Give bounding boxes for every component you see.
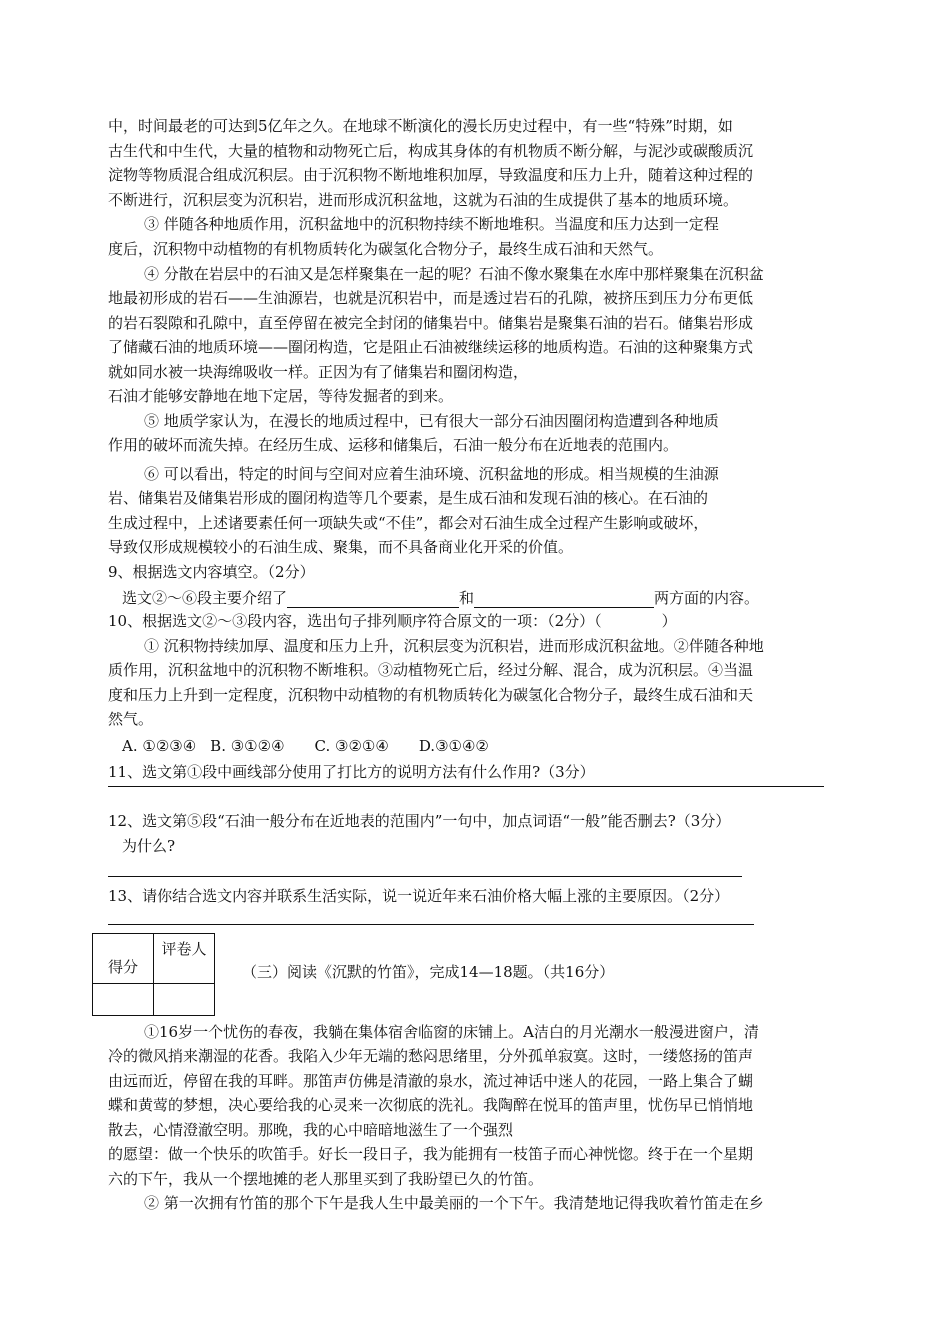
q10-option-b[interactable]: B. ③①②④ bbox=[210, 737, 285, 755]
q9-fill-line bbox=[122, 588, 759, 608]
q12-line2: 为什么? bbox=[122, 837, 176, 855]
passage1-p2-line3: 淀物等物质混合组成沉积层。由于沉积物不断地堆积加厚，导致温度和压力上升，随着这种过程的 bbox=[108, 166, 754, 184]
reviewer-label: 评卷人 bbox=[161, 940, 207, 958]
passage1-p6-line1: ⑥ 可以看出，特定的时间与空间对应着生油环境、沉积盆地的形成。相当规模的生油源 bbox=[144, 465, 719, 483]
q9-blank-1[interactable] bbox=[287, 591, 459, 608]
passage1-p3-line1: ③ 伴随各种地质作用，沉积盆地中的沉积物持续不断地堆积。当温度和压力达到一定程 bbox=[144, 215, 719, 233]
q10-title-line bbox=[108, 611, 677, 631]
q9-title: 9、根据选文内容填空。（2分） bbox=[108, 563, 315, 581]
passage1-p3-line2: 度后，沉积物中动植物的有机物质转化为碳氢化合物分子，最终生成石油和天然气。 bbox=[108, 240, 664, 258]
q10-option-c[interactable]: C. ③②①④ bbox=[314, 737, 389, 755]
passage1-p4-line6: 石油才能够安静地在地下定居，等待发掘者的到来。 bbox=[108, 387, 454, 405]
section3-title: （三）阅读《沉默的竹笛》，完成14—18题。（共16分） bbox=[242, 963, 615, 981]
passage2-p1-line5: 散去，心情澄澈空明。那晚，我的心中暗暗地滋生了一个强烈 bbox=[108, 1121, 514, 1139]
q10-line1: ① 沉积物持续加厚、温度和压力上升，沉积层变为沉积岩，进而形成沉积盆地。②伴随各种地 bbox=[144, 637, 764, 655]
passage1-p6-line3: 生成过程中，上述诸要素任何一项缺失或“不佳”，都会对石油生成全过程产生影响或破坏， bbox=[108, 514, 709, 532]
q13-text: 13、请你结合选文内容并联系生活实际，说一说近年来石油价格大幅上涨的主要原因。（2分） bbox=[108, 887, 730, 905]
q10-options bbox=[122, 736, 489, 756]
passage1-p4-line3: 的岩石裂隙和孔隙中，直至停留在被完全封闭的储集岩中。储集岩是聚集石油的岩石。储集岩形成 bbox=[108, 314, 754, 332]
q10-line2: 质作用，沉积盆地中的沉积物不断堆积。③动植物死亡后，经过分解、混合，成为沉积层。④当温 bbox=[108, 661, 754, 679]
q11-answer-line[interactable] bbox=[108, 786, 824, 787]
q9-text-3: 两方面的内容。 bbox=[654, 589, 760, 607]
passage2-p1-line6: 的愿望：做一个快乐的吹笛手。好长一段日子，我为能拥有一枝笛子而心神恍惚。终于在一个星期 bbox=[108, 1145, 754, 1163]
q10-line4: 然气。 bbox=[108, 710, 154, 728]
passage1-p2-line4: 不断进行，沉积层变为沉积岩，进而形成沉积盆地，这就为石油的生成提供了基本的地质环境。 bbox=[108, 191, 739, 209]
q10-close: ） bbox=[661, 612, 677, 630]
score-label: 得分 bbox=[107, 958, 138, 976]
passage1-p2-line2: 古生代和中生代，大量的植物和动物死亡后，构成其身体的有机物质不断分解，与泥沙或碳酸质沉 bbox=[108, 142, 754, 160]
q10-option-a[interactable]: A. ①②③④ bbox=[122, 737, 197, 755]
passage2-p1-line7: 六的下午，我从一个摆地摊的老人那里买到了我盼望已久的竹笛。 bbox=[108, 1170, 544, 1188]
q10-line3: 度和压力上升到一定程度，沉积物中动植物的有机物质转化为碳氢化合物分子，最终生成石油和天 bbox=[108, 686, 754, 704]
q13-answer-line[interactable] bbox=[108, 924, 754, 925]
passage1-p4-line2: 地最初形成的岩石——生油源岩，也就是沉积岩中，而是透过岩石的孔隙，被挤压到压力分布更低 bbox=[108, 289, 754, 307]
passage1-p5-line1: ⑤ 地质学家认为，在漫长的地质过程中，已有很大一部分石油因圈闭构造遭到各种地质 bbox=[144, 412, 719, 430]
q11-text: 11、选文第①段中画线部分使用了打比方的说明方法有什么作用?（3分） bbox=[108, 763, 595, 781]
q9-blank-2[interactable] bbox=[474, 591, 654, 608]
q9-text-1: 选文②～⑥段主要介绍了 bbox=[122, 589, 288, 607]
score-table bbox=[92, 933, 215, 1016]
score-input-cell[interactable] bbox=[93, 984, 154, 1016]
passage1-p4-line4: 了储藏石油的地质环境——圈闭构造，它是阻止石油被继续运移的地质构造。石油的这种聚集方式 bbox=[108, 338, 754, 356]
passage1-p2-line1: 中，时间最老的可达到5亿年之久。在地球不断演化的漫长历史过程中，有一些“特殊”时期，如 bbox=[108, 117, 733, 135]
q10-option-d[interactable]: D.③①④② bbox=[418, 737, 489, 755]
passage2-p1-line4: 蝶和黄莺的梦想，决心要给我的心灵来一次彻底的洗礼。我陶醉在悦耳的笛声里，忧伤早已悄悄地 bbox=[108, 1096, 754, 1114]
q12-line1: 12、选文第⑤段“石油一般分布在近地表的范围内”一句中，加点词语“一般”能否删去?（3分） bbox=[108, 812, 731, 830]
passage1-p4-line1: ④ 分散在岩层中的石油又是怎样聚集在一起的呢？石油不像水聚集在水库中那样聚集在沉积盆 bbox=[144, 265, 764, 283]
q12-answer-line[interactable] bbox=[108, 876, 742, 877]
q10-answer-blank[interactable] bbox=[602, 615, 662, 631]
passage1-p5-line2: 作用的破坏而流失掉。在经历生成、运移和储集后，石油一般分布在近地表的范围内。 bbox=[108, 436, 679, 454]
passage2-p1-line3: 由远而近，停留在我的耳畔。那笛声仿佛是清澈的泉水，流过神话中迷人的花园，一路上集合了蝴 bbox=[108, 1072, 754, 1090]
q9-text-2: 和 bbox=[459, 589, 475, 607]
passage2-p1-line2: 冷的微风捎来潮湿的花香。我陷入少年无端的愁闷思绪里，分外孤单寂寞。这时，一缕悠扬的笛声 bbox=[108, 1047, 754, 1065]
reviewer-label-cell bbox=[154, 934, 215, 984]
passage2-p1-line1: ①16岁一个忧伤的春夜，我躺在集体宿舍临窗的床铺上。A洁白的月光潮水一般漫进窗户，清 bbox=[144, 1023, 759, 1041]
q10-title: 10、根据选文②～③段内容，选出句子排列顺序符合原文的一项：（2分）（ bbox=[108, 612, 602, 630]
passage1-p6-line2: 岩、储集岩及储集岩形成的圈闭构造等几个要素，是生成石油和发现石油的核心。在石油的 bbox=[108, 489, 709, 507]
passage2-p2-line1: ② 第一次拥有竹笛的那个下午是我人生中最美丽的一个下午。我清楚地记得我吹着竹笛走在乡 bbox=[144, 1194, 764, 1212]
score-label-cell bbox=[93, 934, 154, 984]
passage1-p6-line4: 导致仅形成规模较小的石油生成、聚集，而不具备商业化开采的价值。 bbox=[108, 538, 574, 556]
passage1-p4-line5: 就如同水被一块海绵吸收一样。正因为有了储集岩和圈闭构造， bbox=[108, 363, 529, 381]
reviewer-input-cell[interactable] bbox=[154, 984, 215, 1016]
